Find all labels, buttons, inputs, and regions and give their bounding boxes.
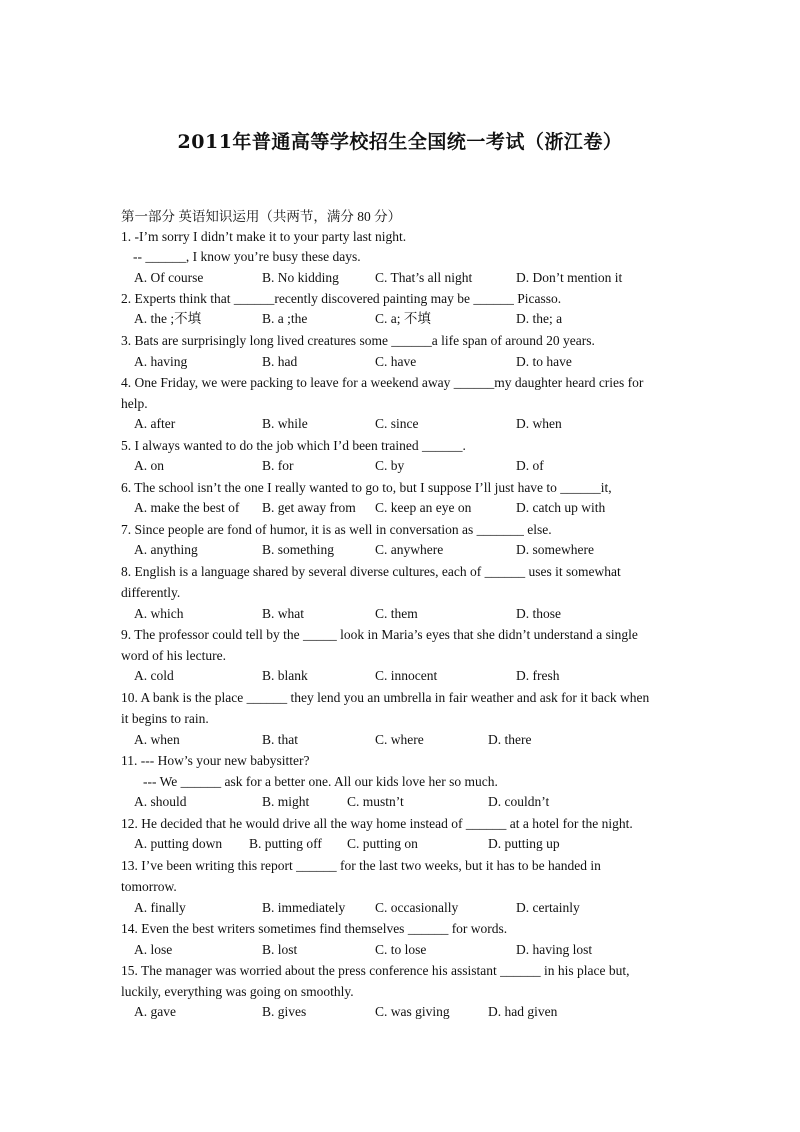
question-stem: word of his lecture. bbox=[121, 648, 226, 663]
option-a: A. lose bbox=[134, 942, 173, 957]
option-a: A. anything bbox=[134, 542, 198, 557]
option-b: B. lost bbox=[262, 942, 298, 957]
option-a: A. should bbox=[134, 794, 187, 809]
question-10 bbox=[0, 688, 800, 708]
question-stem: 4. One Friday, we were packing to leave for a weekend away ______my daughter heard cries for bbox=[121, 375, 644, 390]
options-row bbox=[0, 834, 800, 854]
question-13 bbox=[0, 856, 800, 876]
question-stem: 7. Since people are fond of humor, it is as well in conversation as _______ else. bbox=[121, 522, 552, 537]
question-9 bbox=[0, 625, 800, 645]
option-c: C. occasionally bbox=[375, 900, 459, 915]
options-row bbox=[0, 666, 800, 686]
options-row bbox=[0, 498, 800, 518]
question-10-cont bbox=[0, 709, 800, 729]
option-c: C. by bbox=[375, 458, 405, 473]
section-heading: 第一部分 英语知识运用（共两节，满分 80 分） bbox=[121, 209, 402, 224]
option-a: A. make the best of bbox=[134, 500, 240, 515]
question-stem: 14. Even the best writers sometimes find themselves ______ for words. bbox=[121, 921, 508, 936]
option-b: B. while bbox=[262, 416, 308, 431]
question-8 bbox=[0, 562, 800, 582]
question-7 bbox=[0, 520, 800, 540]
options-row bbox=[0, 268, 800, 288]
options-row bbox=[0, 898, 800, 918]
question-6 bbox=[0, 478, 800, 498]
option-d: D. of bbox=[516, 458, 544, 473]
option-a: A. which bbox=[134, 606, 184, 621]
question-stem: 2. Experts think that ______recently discovered painting may be ______ Picasso. bbox=[121, 291, 562, 306]
option-b: B. what bbox=[262, 606, 304, 621]
question-8-cont bbox=[0, 583, 800, 603]
option-d: D. there bbox=[488, 732, 532, 747]
option-c: C. a; 不填 bbox=[375, 311, 431, 326]
option-b: B. immediately bbox=[262, 900, 346, 915]
option-d: D. Don’t mention it bbox=[516, 270, 623, 285]
option-c: C. since bbox=[375, 416, 419, 431]
option-b: B. a ;the bbox=[262, 311, 308, 326]
question-stem: 5. I always wanted to do the job which I’d been trained ______. bbox=[121, 438, 466, 453]
option-b: B. something bbox=[262, 542, 335, 557]
option-a: A. when bbox=[134, 732, 180, 747]
option-d: D. putting up bbox=[488, 836, 560, 851]
option-c: C. anywhere bbox=[375, 542, 444, 557]
option-b: B. blank bbox=[262, 668, 308, 683]
options-row bbox=[0, 1002, 800, 1022]
question-stem: it begins to rain. bbox=[121, 711, 209, 726]
options-row bbox=[0, 540, 800, 560]
options-row bbox=[0, 456, 800, 476]
question-15 bbox=[0, 961, 800, 981]
option-c: C. have bbox=[375, 354, 417, 369]
question-stem: help. bbox=[121, 396, 148, 411]
question-stem: differently. bbox=[121, 585, 181, 600]
question-stem: --- We ______ ask for a better one. All our kids love her so much. bbox=[143, 774, 498, 789]
question-stem: 12. He decided that he would drive all the way home instead of ______ at a hotel for the night. bbox=[121, 816, 633, 831]
option-a: A. after bbox=[134, 416, 176, 431]
option-c: C. keep an eye on bbox=[375, 500, 472, 515]
options-row bbox=[0, 940, 800, 960]
question-12 bbox=[0, 814, 800, 834]
option-a: A. cold bbox=[134, 668, 174, 683]
question-11-reply bbox=[0, 772, 800, 792]
question-15-cont bbox=[0, 982, 800, 1002]
question-11 bbox=[0, 751, 800, 771]
option-d: D. catch up with bbox=[516, 500, 606, 515]
question-1-reply bbox=[0, 247, 800, 267]
option-d: D. had given bbox=[488, 1004, 558, 1019]
question-stem: 6. The school isn’t the one I really wanted to go to, but I suppose I’ll just have to ______it, bbox=[121, 480, 612, 495]
option-d: D. couldn’t bbox=[488, 794, 550, 809]
option-d: D. to have bbox=[516, 354, 572, 369]
question-13-cont bbox=[0, 877, 800, 897]
option-b: B. for bbox=[262, 458, 294, 473]
option-b: B. that bbox=[262, 732, 298, 747]
question-14 bbox=[0, 919, 800, 939]
question-stem: 9. The professor could tell by the _____ look in Maria’s eyes that she didn’t understand a single bbox=[121, 627, 638, 642]
option-b: B. No kidding bbox=[262, 270, 339, 285]
option-a: A. on bbox=[134, 458, 164, 473]
question-2 bbox=[0, 289, 800, 309]
options-row bbox=[0, 604, 800, 624]
options-row bbox=[0, 414, 800, 434]
option-b: B. might bbox=[262, 794, 310, 809]
options-row bbox=[0, 309, 800, 329]
question-stem: 3. Bats are surprisingly long lived creatures some ______a life span of around 20 years. bbox=[121, 333, 595, 348]
option-b: B. had bbox=[262, 354, 298, 369]
option-b: B. putting off bbox=[249, 836, 322, 851]
option-a: A. finally bbox=[134, 900, 186, 915]
question-stem: 10. A bank is the place ______ they lend you an umbrella in fair weather and ask for it back when bbox=[121, 690, 650, 705]
question-4 bbox=[0, 373, 800, 393]
question-3 bbox=[0, 331, 800, 351]
question-stem: 13. I’ve been writing this report ______ for the last two weeks, but it has to be handed in bbox=[121, 858, 601, 873]
option-c: C. them bbox=[375, 606, 418, 621]
option-d: D. those bbox=[516, 606, 561, 621]
option-b: B. get away from bbox=[262, 500, 356, 515]
option-a: A. having bbox=[134, 354, 188, 369]
option-d: D. certainly bbox=[516, 900, 580, 915]
option-a: A. gave bbox=[134, 1004, 176, 1019]
question-stem: luckily, everything was going on smoothly. bbox=[121, 984, 354, 999]
question-stem: 1. -I’m sorry I didn’t make it to your party last night. bbox=[121, 229, 407, 244]
question-stem: 8. English is a language shared by several diverse cultures, each of ______ uses it somewhat bbox=[121, 564, 621, 579]
option-b: B. gives bbox=[262, 1004, 307, 1019]
option-c: C. where bbox=[375, 732, 424, 747]
option-c: C. That’s all night bbox=[375, 270, 473, 285]
option-d: D. the; a bbox=[516, 311, 563, 326]
question-4-cont bbox=[0, 394, 800, 414]
question-stem: tomorrow. bbox=[121, 879, 177, 894]
option-d: D. when bbox=[516, 416, 562, 431]
question-5 bbox=[0, 436, 800, 456]
option-c: C. was giving bbox=[375, 1004, 450, 1019]
question-stem: 15. The manager was worried about the press conference his assistant ______ in his place but, bbox=[121, 963, 630, 978]
page-title: 2011年普通高等学校招生全国统一考试（浙江卷） bbox=[177, 131, 623, 153]
option-a: A. Of course bbox=[134, 270, 204, 285]
option-c: C. innocent bbox=[375, 668, 438, 683]
option-a: A. putting down bbox=[134, 836, 223, 851]
question-stem: -- ______, I know you’re busy these days. bbox=[133, 249, 361, 264]
question-9-cont bbox=[0, 646, 800, 666]
question-1 bbox=[0, 227, 800, 247]
option-d: D. fresh bbox=[516, 668, 560, 683]
option-c: C. to lose bbox=[375, 942, 427, 957]
option-d: D. somewhere bbox=[516, 542, 594, 557]
options-row bbox=[0, 730, 800, 750]
options-row bbox=[0, 352, 800, 372]
option-c: C. mustn’t bbox=[347, 794, 404, 809]
options-row bbox=[0, 792, 800, 812]
option-d: D. having lost bbox=[516, 942, 593, 957]
question-stem: 11. --- How’s your new babysitter? bbox=[121, 753, 310, 768]
option-c: C. putting on bbox=[347, 836, 418, 851]
option-a: A. the ;不填 bbox=[134, 311, 202, 326]
